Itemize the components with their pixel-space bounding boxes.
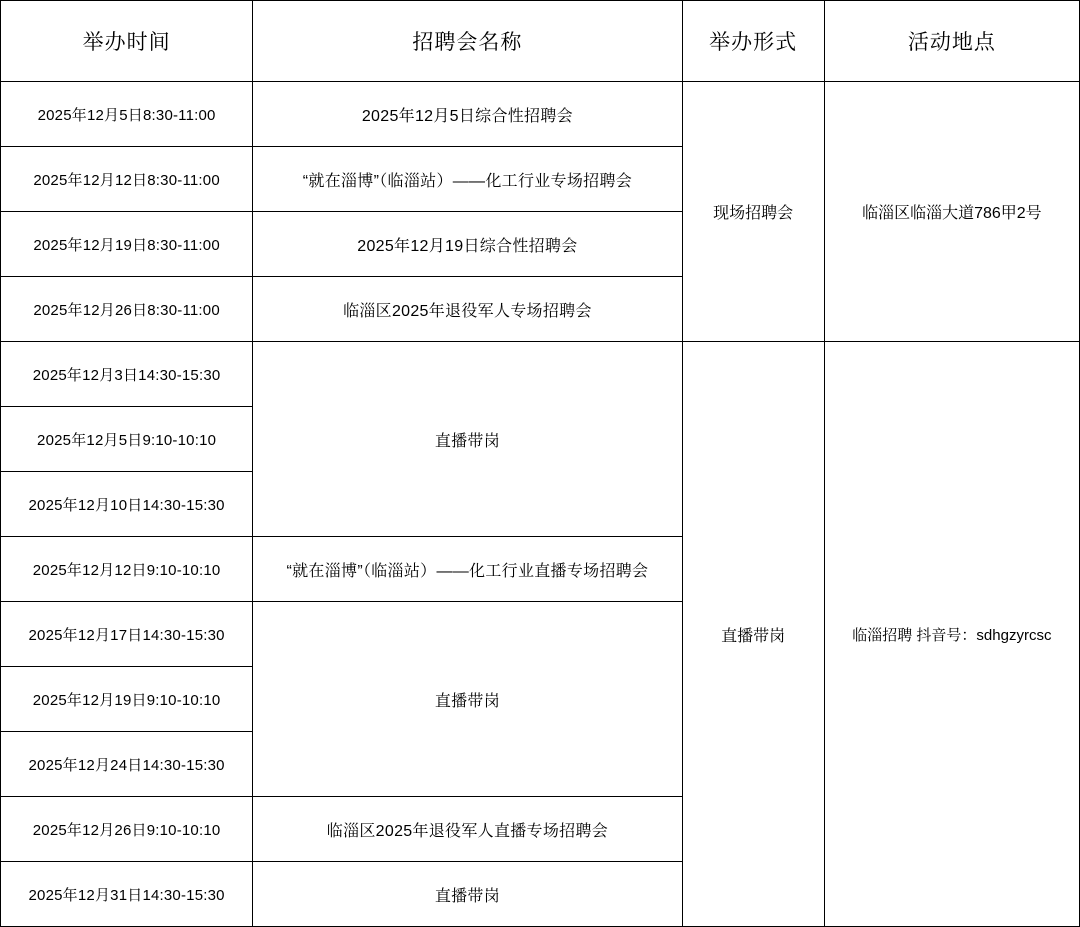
cell-time: 2025年12月26日8:30-11:00 xyxy=(1,277,253,342)
cell-time: 2025年12月3日14:30-15:30 xyxy=(1,342,253,407)
column-header-form: 举办形式 xyxy=(682,1,824,82)
table-header xyxy=(1,1,1080,82)
cell-name: 临淄区2025年退役军人直播专场招聘会 xyxy=(253,797,682,862)
cell-time: 2025年12月31日14:30-15:30 xyxy=(1,862,253,927)
cell-name: 2025年12月19日综合性招聘会 xyxy=(253,212,682,277)
cell-time: 2025年12月12日8:30-11:00 xyxy=(1,147,253,212)
cell-time: 2025年12月24日14:30-15:30 xyxy=(1,732,253,797)
cell-place: 临淄招聘 抖音号：sdhgzyrcsc xyxy=(824,342,1079,927)
column-header-time: 举办时间 xyxy=(1,1,253,82)
cell-name: 直播带岗 xyxy=(253,602,682,797)
cell-time: 2025年12月17日14:30-15:30 xyxy=(1,602,253,667)
cell-place: 临淄区临淄大道786甲2号 xyxy=(824,82,1079,342)
column-header-place: 活动地点 xyxy=(824,1,1079,82)
table-row xyxy=(1,342,1080,407)
table-row xyxy=(1,82,1080,147)
cell-name: 直播带岗 xyxy=(253,862,682,927)
cell-form: 直播带岗 xyxy=(682,342,824,927)
cell-name: 直播带岗 xyxy=(253,342,682,537)
cell-form: 现场招聘会 xyxy=(682,82,824,342)
cell-time: 2025年12月19日9:10-10:10 xyxy=(1,667,253,732)
table-header-row xyxy=(1,1,1080,82)
column-header-name: 招聘会名称 xyxy=(253,1,682,82)
cell-name: “就在淄博”（临淄站）——化工行业专场招聘会 xyxy=(253,147,682,212)
cell-time: 2025年12月5日8:30-11:00 xyxy=(1,82,253,147)
cell-time: 2025年12月26日9:10-10:10 xyxy=(1,797,253,862)
cell-name: 临淄区2025年退役军人专场招聘会 xyxy=(253,277,682,342)
cell-time: 2025年12月5日9:10-10:10 xyxy=(1,407,253,472)
table-body xyxy=(1,82,1080,927)
cell-time: 2025年12月10日14:30-15:30 xyxy=(1,472,253,537)
cell-time: 2025年12月12日9:10-10:10 xyxy=(1,537,253,602)
cell-name: “就在淄博”（临淄站）——化工行业直播专场招聘会 xyxy=(253,537,682,602)
cell-time: 2025年12月19日8:30-11:00 xyxy=(1,212,253,277)
cell-name: 2025年12月5日综合性招聘会 xyxy=(253,82,682,147)
